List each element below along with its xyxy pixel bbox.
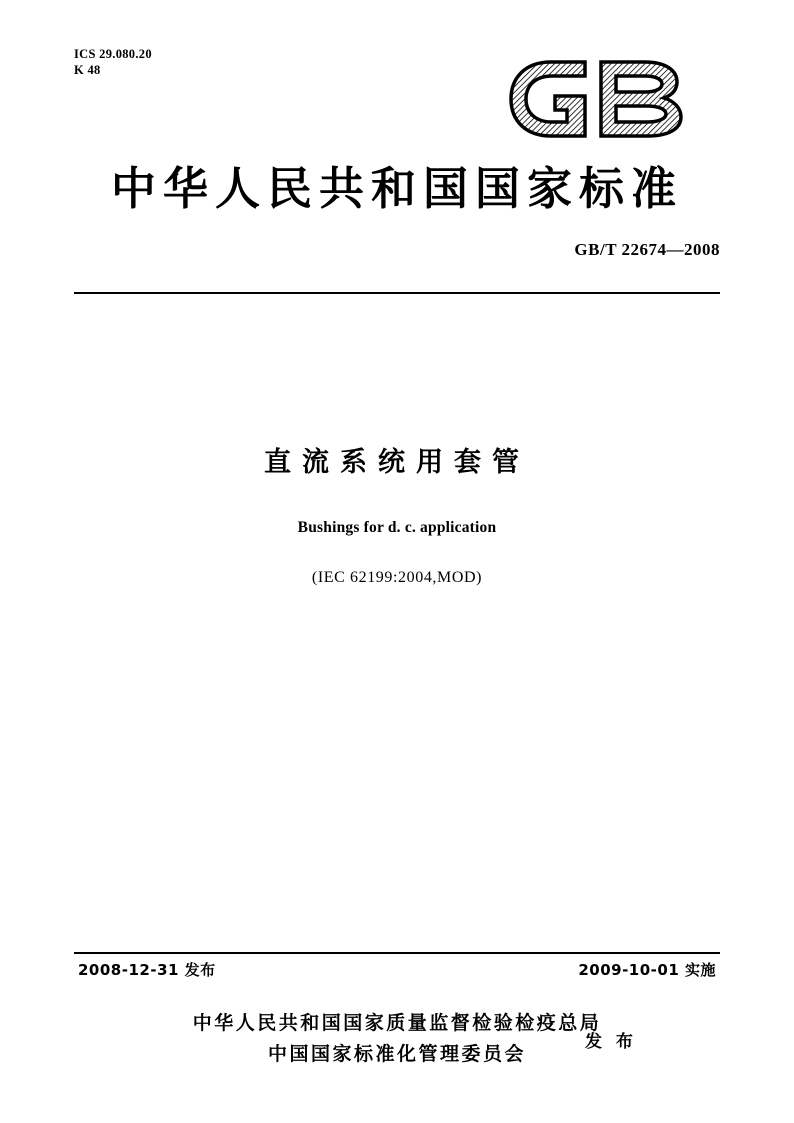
issue-date: 2008-12-31 发布 — [78, 961, 216, 979]
subject-title-chinese: 直流系统用套管 — [264, 447, 530, 478]
page-title: 中华人民共和国国家标准 — [110, 162, 683, 215]
classification-code: K 48 — [74, 63, 101, 77]
standard-number: GB/T 22674—2008 — [574, 240, 720, 259]
subject-reference: (IEC 62199:2004,MOD) — [311, 569, 483, 586]
divider-top — [74, 292, 720, 294]
divider-bottom — [74, 952, 720, 954]
effective-date: 2009-10-01 实施 — [578, 961, 716, 979]
publish-label: 发 布 — [585, 1032, 637, 1052]
gb-national-standard-logo — [505, 56, 705, 142]
ics-code: ICS 29.080.20 — [74, 47, 152, 61]
ics-classification-block — [74, 46, 152, 78]
issuer-line-1: 中华人民共和国国家质量监督检验检疫总局 — [192, 1012, 602, 1034]
subject-block — [74, 440, 720, 587]
subject-title-english: Bushings for d. c. application — [297, 519, 497, 536]
issuer-line-2: 中国国家标准化管理委员会 — [267, 1043, 526, 1065]
